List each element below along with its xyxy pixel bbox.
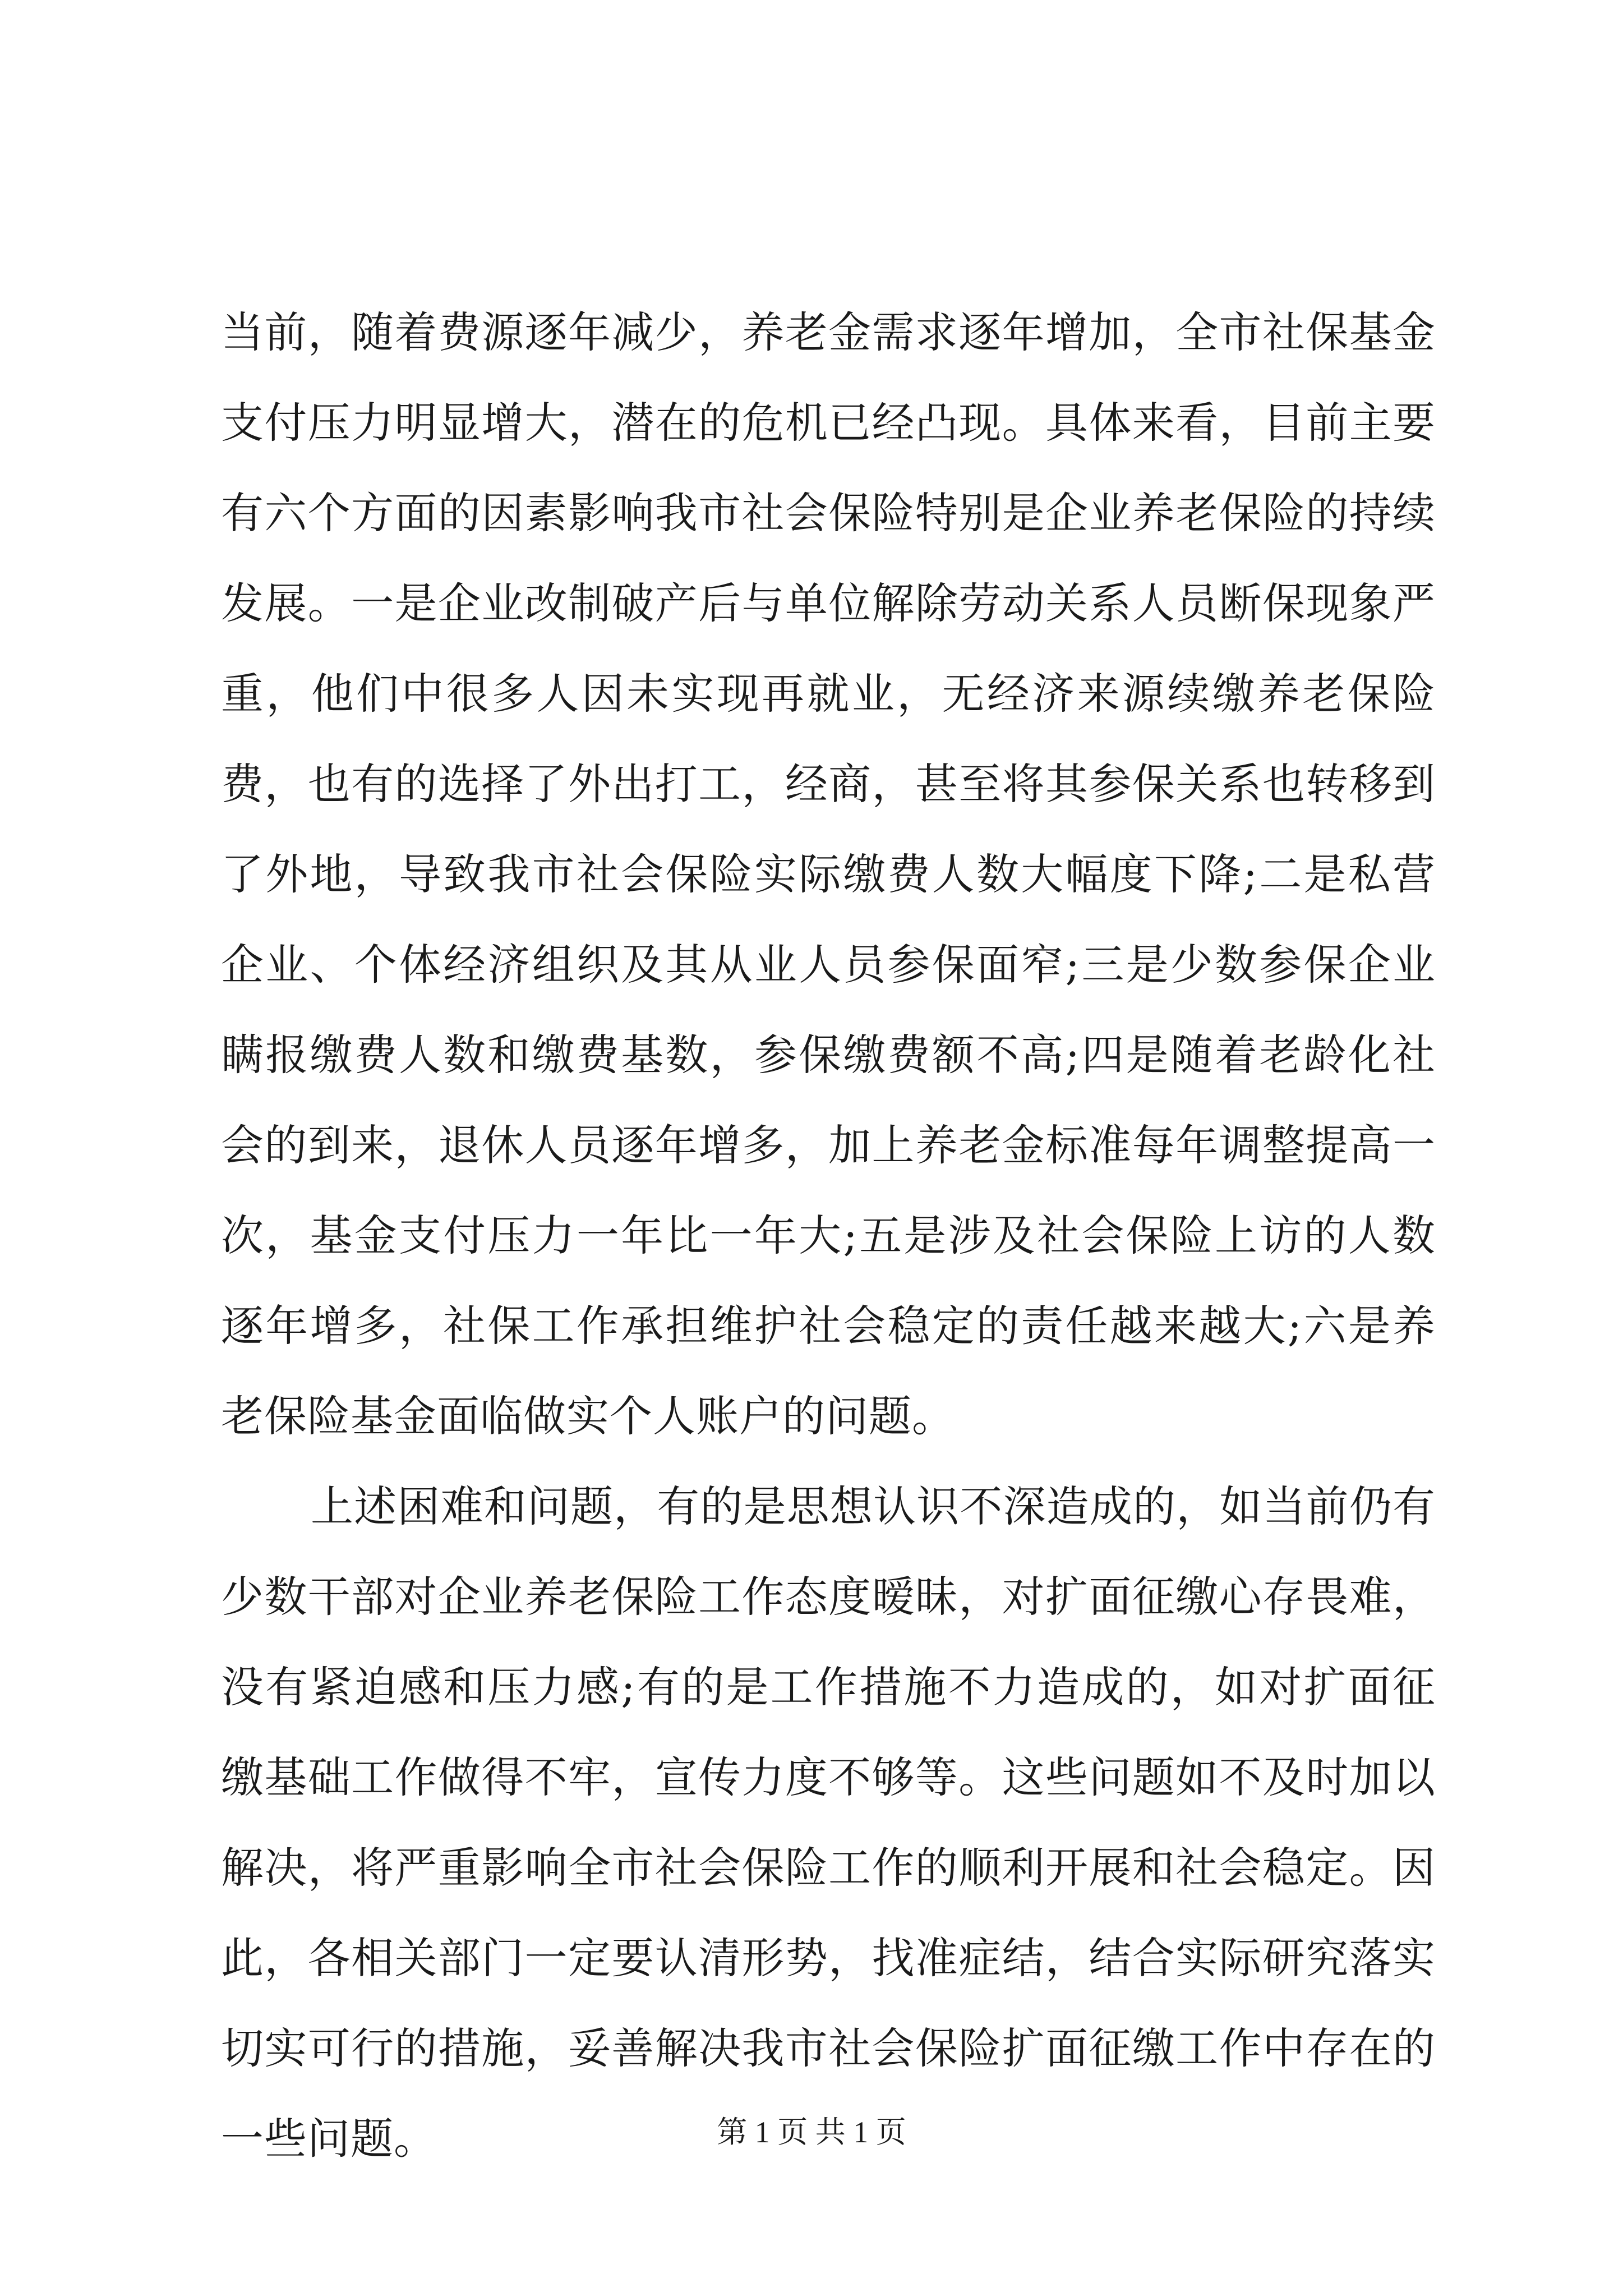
document-body bbox=[221, 287, 1436, 2184]
page-number-footer: 第 1 页 共 1 页 bbox=[717, 2115, 906, 2149]
paragraph-1: 当前，随着费源逐年减少，养老金需求逐年增加，全市社保基金支付压力明显增大，潜在的危机已经凸现。具体来看，目前主要有六个方面的因素影响我市社会保险特别是企业养老保险的持续发展。一是企业改制破产后与单位解除劳动关系人员断保现象严重，他们中很多人因未实现再就业，无经济来源续缴养老保险费，也有的选择了外出打工，经商，甚至将其参保关系也转移到了外地，导致我市社会保险实际缴费人数大幅度下降;二是私营企业、个体经济组织及其从业人员参保面窄;三是少数参保企业瞒报缴费人数和缴费基数，参保缴费额不高;四是随着老龄化社会的到来，退休人员逐年增多，加上养老金标准每年调整提高一次，基金支付压力一年比一年大;五是涉及社会保险上访的人数逐年增多，社保工作承担维护社会稳定的责任越来越大;六是养老保险基金面临做实个人账户的问题。 bbox=[221, 307, 1436, 1441]
paragraph-2: 上述困难和问题，有的是思想认识不深造成的，如当前仍有少数干部对企业养老保险工作态度暧昧，对扩面征缴心存畏难，没有紧迫感和压力感;有的是工作措施不力造成的，如对扩面征缴基础工作做得不牢，宣传力度不够等。这些问题如不及时加以解决，将严重影响全市社会保险工作的顺利开展和社会稳定。因此，各相关部门一定要认清形势，找准症结，结合实际研究落实切实可行的措施，妥善解决我市社会保险扩面征缴工作中存在的一些问题。 bbox=[221, 1481, 1436, 2164]
